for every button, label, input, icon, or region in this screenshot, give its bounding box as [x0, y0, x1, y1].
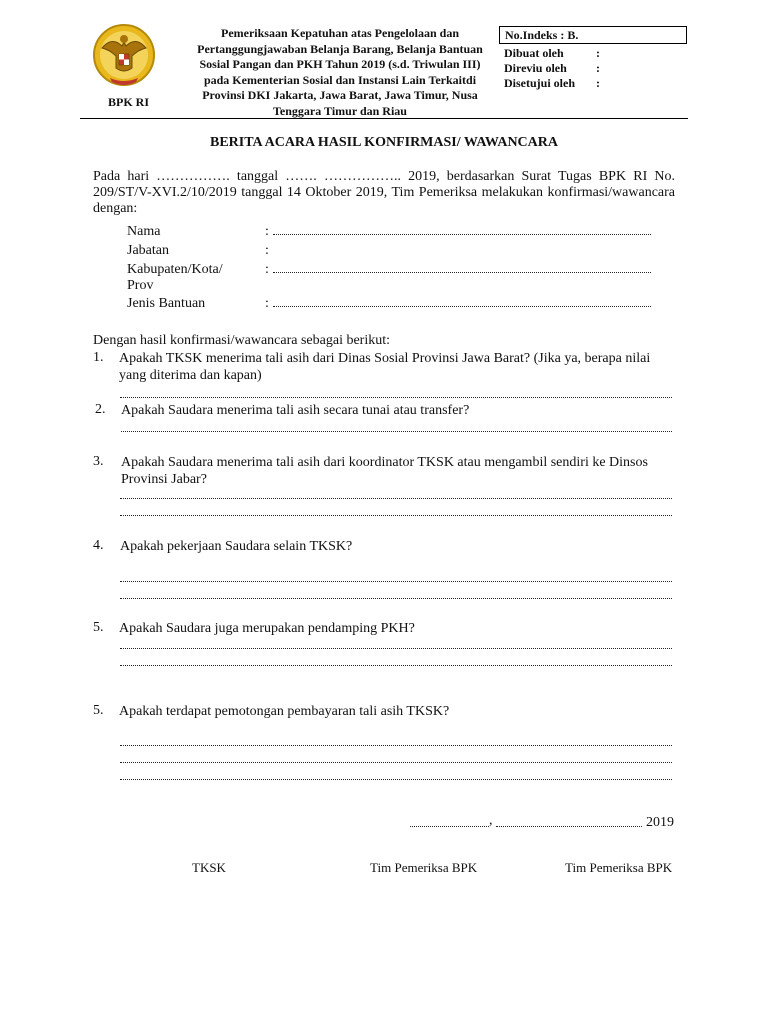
field-jenis-label: Jenis Bantuan: [127, 296, 206, 311]
field-nama-label: Nama: [127, 224, 161, 239]
bpk-garuda-logo: [92, 22, 156, 92]
answer-line[interactable]: [120, 779, 672, 780]
answer-line[interactable]: [120, 498, 672, 499]
document-title: BERITA ACARA HASIL KONFIRMASI/ WAWANCARA: [210, 135, 558, 150]
field-jabatan-label: Jabatan: [127, 243, 169, 258]
answer-line[interactable]: [120, 665, 672, 666]
question-4-text: Apakah pekerjaan Saudara selain TKSK?: [120, 539, 353, 554]
answer-line[interactable]: [120, 745, 672, 746]
date-line[interactable]: [496, 826, 642, 827]
question-4-number: 4.: [93, 538, 104, 553]
answer-line[interactable]: [120, 762, 672, 763]
question-2-number: 2.: [95, 402, 106, 417]
question-3-number: 3.: [93, 454, 104, 469]
prepared-by-row: Dibuat oleh :: [504, 46, 600, 60]
date-year: 2019: [646, 815, 674, 830]
answer-line[interactable]: [120, 397, 672, 398]
date-place-line[interactable]: [410, 826, 489, 827]
field-kabupaten-line[interactable]: [273, 272, 651, 273]
signature-team-2: Tim Pemeriksa BPK: [565, 860, 673, 875]
field-jenis-line[interactable]: [273, 306, 651, 307]
question-1-number: 1.: [93, 350, 104, 365]
approved-by-row: Disetujui oleh :: [504, 76, 600, 90]
question-1-text: Apakah TKSK menerima tali asih dari Dinas Sosial Provinsi Jawa Barat? (Jika ya, berapa nilai yang diterima dan kapan): [119, 351, 651, 383]
org-label: BPK RI: [108, 95, 150, 109]
question-6-text: Apakah terdapat pemotongan pembayaran tali asih TKSK?: [119, 704, 450, 719]
signature-tksk: TKSK: [192, 860, 226, 875]
answer-line[interactable]: [120, 648, 672, 649]
answer-line[interactable]: [120, 581, 672, 582]
question-2-text: Apakah Saudara menerima tali asih secara tunai atau transfer?: [121, 403, 470, 418]
answer-line[interactable]: [120, 598, 672, 599]
index-number-box: No.Indeks : B.: [499, 26, 687, 44]
question-6-number: 5.: [93, 703, 104, 718]
signature-team-1: Tim Pemeriksa BPK: [370, 860, 478, 875]
intro-paragraph: Pada hari ……………. tanggal ……. …………….. 2019, berdasarkan Surat Tugas BPK RI No. 209/ST/V-XVI.2/10/2019 tanggal 14 Oktober 2019, Tim Pemeriksa melakukan konfirmasi/wawancara dengan:: [93, 169, 675, 216]
field-kabupaten-label: Kabupaten/Kota/ Prov: [127, 262, 223, 293]
question-5-number: 5.: [93, 620, 104, 635]
header-divider: [80, 118, 688, 119]
prepared-by-label: Dibuat oleh: [504, 46, 564, 60]
answer-line[interactable]: [120, 515, 672, 516]
reviewed-by-label: Direviu oleh: [504, 61, 567, 75]
question-5-text: Apakah Saudara juga merupakan pendamping PKH?: [119, 621, 415, 636]
question-3-text: Apakah Saudara menerima tali asih dari koordinator TKSK atau mengambil sendiri ke Dinsos Provinsi Jabar?: [121, 455, 648, 487]
approved-by-label: Disetujui oleh: [504, 76, 576, 90]
answer-line[interactable]: [121, 431, 672, 432]
field-nama-line[interactable]: [273, 234, 651, 235]
audit-title: Pemeriksaan Kepatuhan atas Pengelolaan dan Pertanggungjawaban Belanja Barang, Belanja Bantuan Sosial Pangan dan PKH Tahun 2019 (s.d. Triwulan III) pada Kementerian Sosial dan Instansi Lain Terkaitdi Provinsi DKI Jakarta, Jawa Barat, Jawa Timur, Nusa Tenggara Timur dan Riau: [197, 26, 483, 118]
results-intro: Dengan hasil konfirmasi/wawancara sebagai berikut:: [93, 333, 391, 348]
reviewed-by-row: Direviu oleh :: [504, 61, 600, 75]
